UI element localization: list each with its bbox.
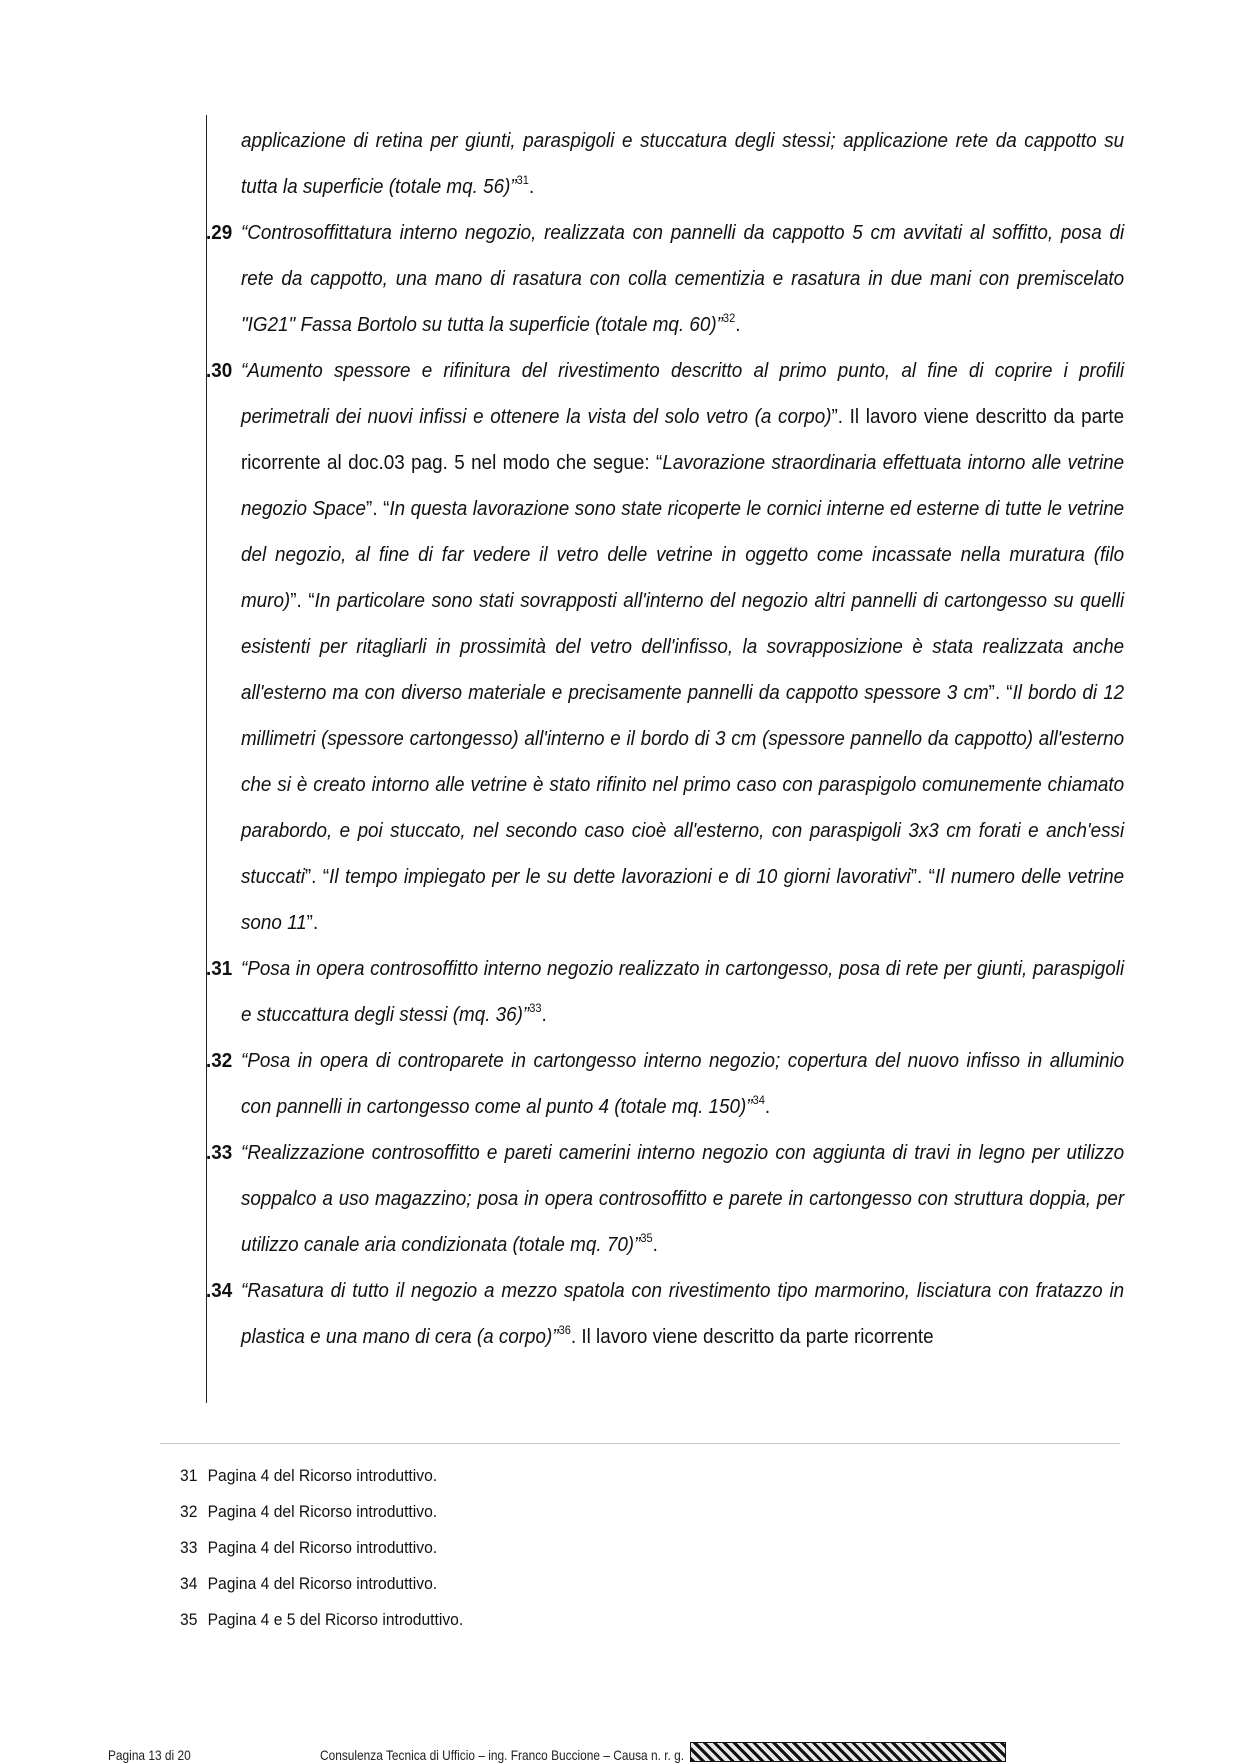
footnote-number: 34 xyxy=(180,1574,198,1593)
footnote xyxy=(180,1602,1008,1638)
paragraph xyxy=(206,118,1124,210)
footnote-ref: 36 xyxy=(558,1323,571,1337)
item-number: .32 xyxy=(206,1049,233,1072)
text-segment: ”. “ xyxy=(290,589,315,612)
text-segment: “Posa in opera di controparete in cartongesso interno negozio; copertura del nuovo infisso in alluminio con pannelli in cartongesso come al punto 4 (totale mq. 150)” xyxy=(240,1049,1125,1118)
footnote-text: Pagina 4 del Ricorso introduttivo. xyxy=(207,1538,438,1557)
text-segment: applicazione di retina per giunti, paraspigoli e stuccatura degli stessi; applicazione rete da cappotto su tutta la superficie (totale mq. 56)” xyxy=(240,129,1125,198)
text-segment: “Rasatura di tutto il negozio a mezzo spatola con rivestimento tipo marmorino, lisciatura con fratazzo in plastica e una mano di cera (a corpo)” xyxy=(240,1279,1125,1348)
paragraph xyxy=(206,348,1124,946)
text-segment: In questa lavorazione sono state ricoperte le cornici interne ed esterne di tutte le vetrine del negozio, al fine di far vedere il vetro delle vetrine in oggetto come incassate nella muratura (filo muro) xyxy=(240,497,1125,612)
text-segment: “Aumento spessore e rifinitura del rivestimento descritto al primo punto, al fine di coprire i profili perimetrali dei nuovi infissi e ottenere la vista del solo vetro (a corpo) xyxy=(240,359,1125,428)
paragraph xyxy=(206,210,1124,348)
item-number: .31 xyxy=(206,957,233,980)
footnote-number: 32 xyxy=(180,1502,198,1521)
footnote-separator xyxy=(160,1443,1120,1444)
paragraph xyxy=(206,946,1124,1038)
paragraph xyxy=(206,1268,1124,1360)
paragraph xyxy=(206,1130,1124,1268)
footnote-ref: 33 xyxy=(529,1001,542,1015)
text-segment: ”. “ xyxy=(366,497,390,520)
text-segment: Il bordo di 12 millimetri (spessore cartongesso) all'interno e il bordo di 3 cm (spessore pannello da cappotto) all'esterno che si è creato intorno alle vetrine è stato rifinito nel primo caso con paraspigolo comunemente chiamato parabordo, e poi stuccato, nel secondo caso cioè all'esterno, con paraspigoli 3x3 cm forati e anch'essi stuccati xyxy=(240,681,1125,888)
text-segment: “Realizzazione controsoffitto e pareti camerini interno negozio con aggiunta di travi in legno per utilizzo soppalco a uso magazzino; posa in opera controsoffitto e parete in cartongesso con struttura doppia, per utilizzo canale aria condizionata (totale mq. 70)” xyxy=(240,1141,1125,1256)
text-segment: . xyxy=(735,313,741,336)
text-segment: . xyxy=(652,1233,658,1256)
footnote-ref: 31 xyxy=(516,173,529,187)
text-segment: “Posa in opera controsoffitto interno negozio realizzato in cartongesso, posa di rete per giunti, paraspigoli e stuccattura degli stessi (mq. 36)” xyxy=(240,957,1125,1026)
paragraph xyxy=(206,1038,1124,1130)
footnote-number: 31 xyxy=(180,1466,198,1485)
text-segment: . xyxy=(528,175,535,198)
item-number: .34 xyxy=(206,1279,233,1302)
footnote xyxy=(180,1566,1008,1602)
footnotes xyxy=(180,1458,1008,1638)
footer-title: Consulenza Tecnica di Ufficio – ing. Franco Buccione – Causa n. r. g. xyxy=(320,1747,685,1763)
text-segment: ”. xyxy=(306,911,319,934)
redacted-case-number xyxy=(690,1742,1006,1762)
text-segment: Lavorazione straordinaria effettuata intorno alle vetrine negozio Space xyxy=(240,451,1125,520)
text-segment: ”. “ xyxy=(304,865,330,888)
footnote-number: 35 xyxy=(180,1610,198,1629)
footnote-ref: 35 xyxy=(640,1231,653,1245)
text-segment: ”. Il lavoro viene descritto da parte ricorrente al doc.03 pag. 5 nel modo che segue: “ xyxy=(240,405,1125,474)
text-segment: Il tempo impiegato per le su dette lavorazioni e di 10 giorni lavorativi xyxy=(329,865,911,888)
text-segment: . Il lavoro viene descritto da parte ricorrente xyxy=(570,1325,934,1348)
item-number: .30 xyxy=(206,359,233,382)
text-segment: Il numero delle vetrine sono 11 xyxy=(240,865,1125,934)
footnote xyxy=(180,1530,1008,1566)
footnote-ref: 32 xyxy=(722,311,736,325)
item-number: .29 xyxy=(206,221,233,244)
text-segment: . xyxy=(764,1095,771,1118)
footnote xyxy=(180,1458,1008,1494)
footnote-text: Pagina 4 del Ricorso introduttivo. xyxy=(207,1502,438,1521)
page-number: Pagina 13 di 20 xyxy=(108,1747,191,1763)
item-number: .33 xyxy=(206,1141,233,1164)
footnote-ref: 34 xyxy=(752,1093,765,1107)
body-text xyxy=(206,118,1124,1360)
footnote-number: 33 xyxy=(180,1538,198,1557)
footnote xyxy=(180,1494,1008,1530)
text-segment: ”. “ xyxy=(910,865,935,888)
footnote-text: Pagina 4 del Ricorso introduttivo. xyxy=(207,1466,438,1485)
footnote-text: Pagina 4 e 5 del Ricorso introduttivo. xyxy=(207,1610,464,1629)
text-segment: . xyxy=(541,1003,547,1026)
footnote-text: Pagina 4 del Ricorso introduttivo. xyxy=(207,1574,438,1593)
text-segment: “Controsoffittatura interno negozio, realizzata con pannelli da cappotto 5 cm avvitati al soffitto, posa di rete da cappotto, una mano di rasatura con colla cementizia e rasatura in due mani con premiscelato "IG21" Fassa Bortolo su tutta la superficie (totale mq. 60)” xyxy=(240,221,1125,336)
text-segment: ”. “ xyxy=(988,681,1013,704)
text-segment: In particolare sono stati sovrapposti all'interno del negozio altri pannelli di cartongesso su quelli esistenti per ritagliarli in prossimità del vetro dell'infisso, la sovrapposizione è stata realizzata anche all'esterno ma con diverso materiale e precisamente pannelli da cappotto spessore 3 cm xyxy=(240,589,1125,704)
